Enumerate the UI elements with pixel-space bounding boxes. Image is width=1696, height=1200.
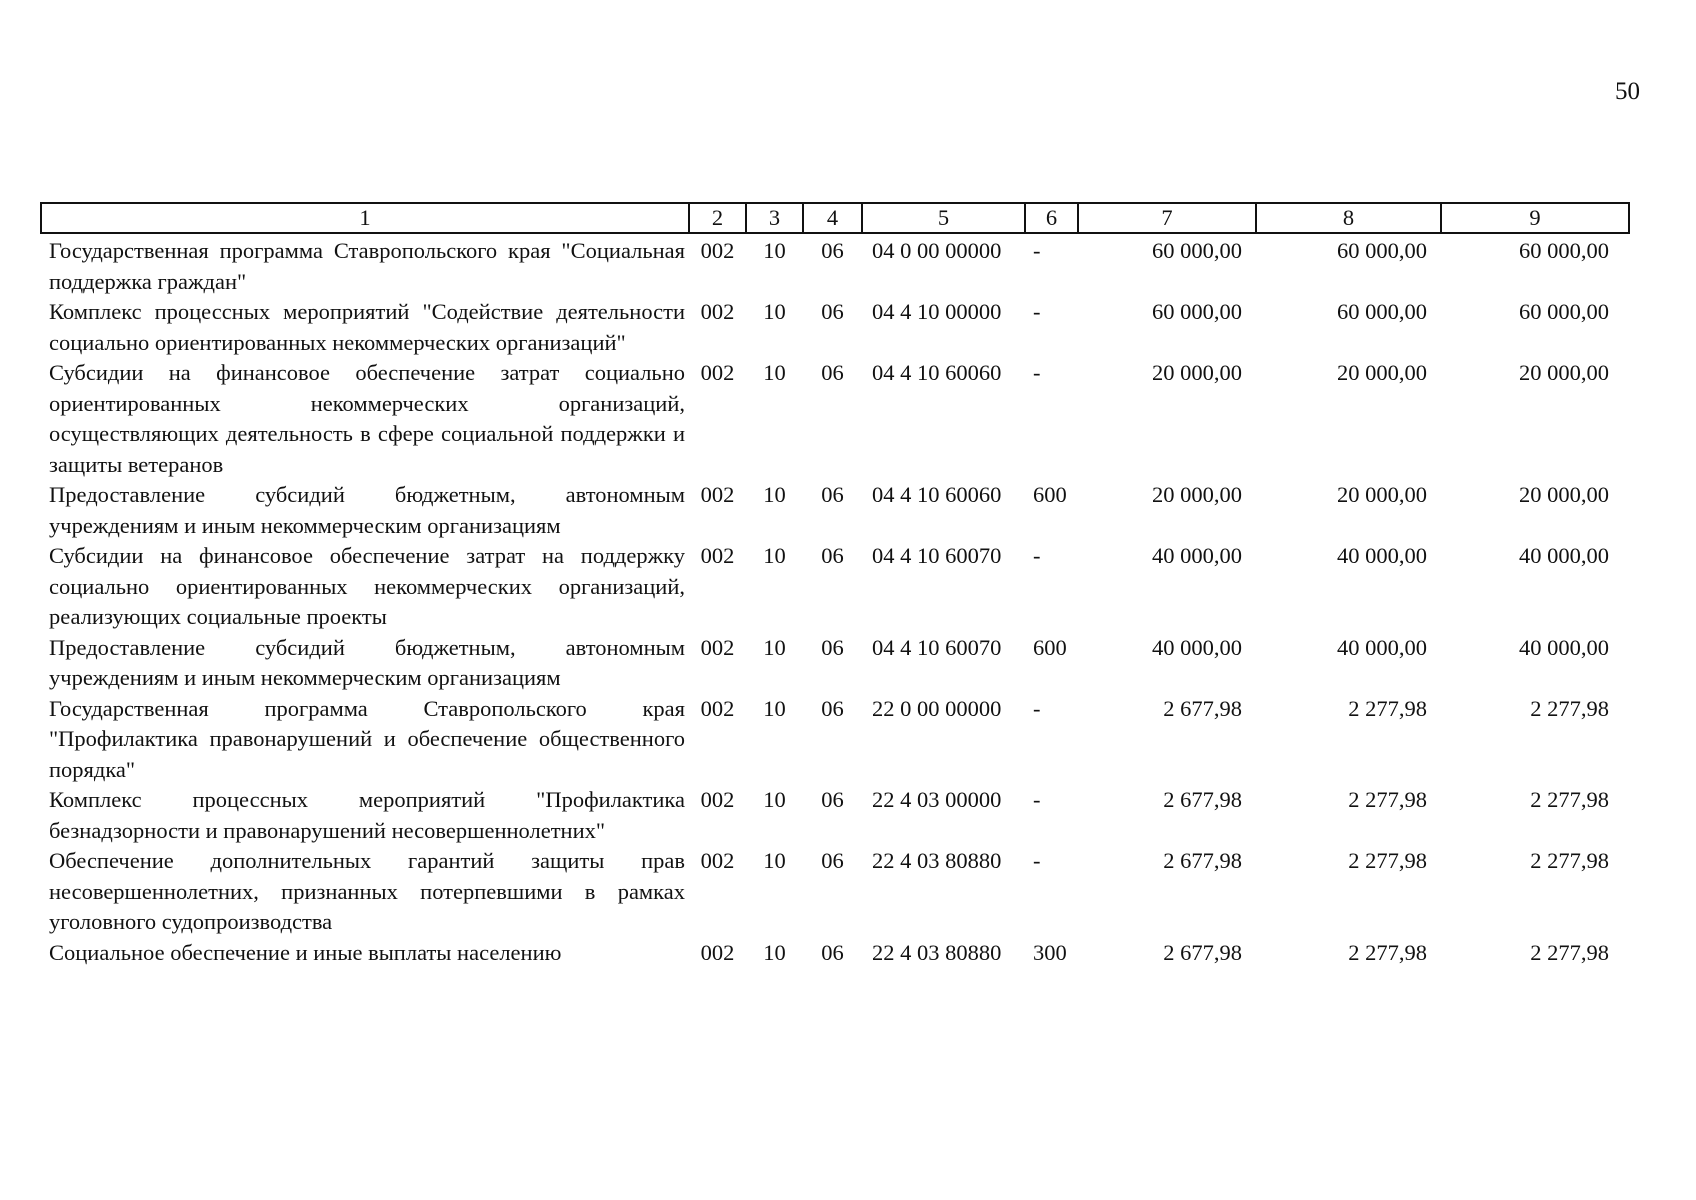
row-ministry-code: 002 [700,939,735,965]
header-col-7: 7 [1078,203,1256,233]
row-amount-col9: 40 000,00 [1519,634,1609,660]
row-name: Предоставление субсидий бюджетным, автономным учреждениям и иным некоммерческим организациям [49,634,685,690]
row-amount-col7: 20 000,00 [1152,482,1242,507]
row-name: Субсидии на финансовое обеспечение затрат на поддержку социально ориентированных некоммерческих организаций, реализующих социальные проекты [49,543,685,629]
row-amount-col8: 60 000,00 [1337,299,1427,324]
row-amount-col9: 20 000,00 [1519,482,1609,507]
row-target-article: 22 4 03 00000 [872,787,1002,812]
row-amount-col9: 2 277,98 [1530,695,1609,721]
row-section-code: 10 [763,787,786,812]
row-subsection-code: 06 [821,939,844,965]
row-expense-type: - [1033,848,1041,873]
row-ministry-code: 002 [700,238,735,263]
row-ministry-code: 002 [700,482,735,507]
row-amount-col8: 20 000,00 [1337,482,1427,507]
row-amount-col8: 40 000,00 [1337,543,1427,568]
row-amount-col8: 2 277,98 [1348,695,1427,721]
row-amount-col8: 20 000,00 [1337,360,1427,385]
row-subsection-code: 06 [821,695,844,721]
table-row [41,480,1629,541]
row-subsection-code: 06 [821,787,844,812]
header-row [41,203,1629,233]
row-subsection-code: 06 [821,848,844,873]
row-amount-col7: 40 000,00 [1152,543,1242,568]
row-expense-type: - [1033,299,1041,324]
row-subsection-code: 06 [821,482,844,507]
row-amount-col7: 2 677,98 [1163,939,1242,965]
header-col-2: 2 [689,203,746,233]
row-amount-col7: 2 677,98 [1163,695,1242,721]
table-row [41,846,1629,938]
header-col-4: 4 [803,203,862,233]
row-name: Государственная программа Ставропольского края "Профилактика правонарушений и обеспечение общественного порядка" [49,695,685,782]
row-section-code: 10 [763,238,786,263]
row-target-article: 22 4 03 80880 [872,848,1002,873]
row-subsection-code: 06 [821,543,844,568]
page-number: 50 [1615,78,1640,105]
row-section-code: 10 [763,939,786,965]
table-row [41,358,1629,480]
row-name: Обеспечение дополнительных гарантий защиты прав несовершеннолетних, признанных потерпевшими в рамках уголовного судопроизводства [49,848,685,934]
row-expense-type: 600 [1033,634,1067,660]
row-subsection-code: 06 [821,634,844,660]
row-section-code: 10 [763,634,786,660]
row-target-article: 04 4 10 60060 [872,482,1002,507]
budget-table [40,202,1630,968]
header-col-8: 8 [1256,203,1441,233]
row-section-code: 10 [763,360,786,385]
table-row [41,633,1629,694]
table-row [41,233,1629,297]
row-amount-col8: 60 000,00 [1337,238,1427,263]
row-subsection-code: 06 [821,360,844,385]
table-row [41,785,1629,846]
row-subsection-code: 06 [821,299,844,324]
row-amount-col9: 2 277,98 [1530,939,1609,965]
row-amount-col9: 40 000,00 [1519,543,1609,568]
row-ministry-code: 002 [700,634,735,660]
row-target-article: 22 4 03 80880 [872,939,1002,965]
row-amount-col8: 40 000,00 [1337,634,1427,660]
row-section-code: 10 [763,543,786,568]
row-section-code: 10 [763,482,786,507]
table-row [41,541,1629,633]
row-expense-type: - [1033,695,1041,721]
header-col-1: 1 [41,203,689,233]
row-amount-col9: 60 000,00 [1519,238,1609,263]
table-row [41,938,1629,969]
row-target-article: 04 4 10 00000 [872,299,1002,324]
row-expense-type: 300 [1033,939,1067,965]
row-name: Социальное обеспечение и иные выплаты населению [49,939,562,965]
row-amount-col7: 60 000,00 [1152,238,1242,263]
row-target-article: 04 4 10 60070 [872,543,1002,568]
row-target-article: 22 0 00 00000 [872,695,1002,721]
row-amount-col9: 20 000,00 [1519,360,1609,385]
row-amount-col7: 40 000,00 [1152,634,1242,660]
row-expense-type: - [1033,787,1041,812]
row-ministry-code: 002 [700,787,735,812]
table-body [41,233,1629,968]
row-amount-col8: 2 277,98 [1348,787,1427,812]
row-name: Комплекс процессных мероприятий "Профилактика безнадзорности и правонарушений несовершеннолетних" [49,787,685,843]
row-section-code: 10 [763,848,786,873]
row-ministry-code: 002 [700,543,735,568]
row-target-article: 04 0 00 00000 [872,238,1002,263]
row-name: Государственная программа Ставропольского края "Социальная поддержка граждан" [49,238,685,294]
row-name: Комплекс процессных мероприятий "Содействие деятельности социально ориентированных некоммерческих организаций" [49,299,685,355]
row-amount-col7: 2 677,98 [1163,787,1242,812]
header-col-3: 3 [746,203,803,233]
row-name: Субсидии на финансовое обеспечение затрат социально ориентированных некоммерческих организаций, осуществляющих деятельность в сфере социальной поддержки и защиты ветеранов [49,360,685,477]
row-amount-col7: 20 000,00 [1152,360,1242,385]
row-target-article: 04 4 10 60070 [872,634,1002,660]
row-section-code: 10 [763,299,786,324]
row-subsection-code: 06 [821,238,844,263]
row-ministry-code: 002 [700,360,735,385]
header-col-5: 5 [862,203,1025,233]
table-row [41,297,1629,358]
table-row [41,694,1629,786]
row-expense-type: - [1033,543,1041,568]
row-expense-type: 600 [1033,482,1067,507]
row-expense-type: - [1033,360,1041,385]
row-target-article: 04 4 10 60060 [872,360,1002,385]
row-amount-col8: 2 277,98 [1348,939,1427,965]
table-header [41,203,1629,233]
row-name: Предоставление субсидий бюджетным, автономным учреждениям и иным некоммерческим организациям [49,482,685,538]
header-col-9: 9 [1441,203,1629,233]
row-amount-col7: 60 000,00 [1152,299,1242,324]
row-expense-type: - [1033,238,1041,263]
row-amount-col8: 2 277,98 [1348,848,1427,873]
header-col-6: 6 [1025,203,1078,233]
row-ministry-code: 002 [700,695,735,721]
row-amount-col9: 2 277,98 [1530,787,1609,812]
row-ministry-code: 002 [700,299,735,324]
row-amount-col7: 2 677,98 [1163,848,1242,873]
row-amount-col9: 2 277,98 [1530,848,1609,873]
row-amount-col9: 60 000,00 [1519,299,1609,324]
row-section-code: 10 [763,695,786,721]
row-ministry-code: 002 [700,848,735,873]
